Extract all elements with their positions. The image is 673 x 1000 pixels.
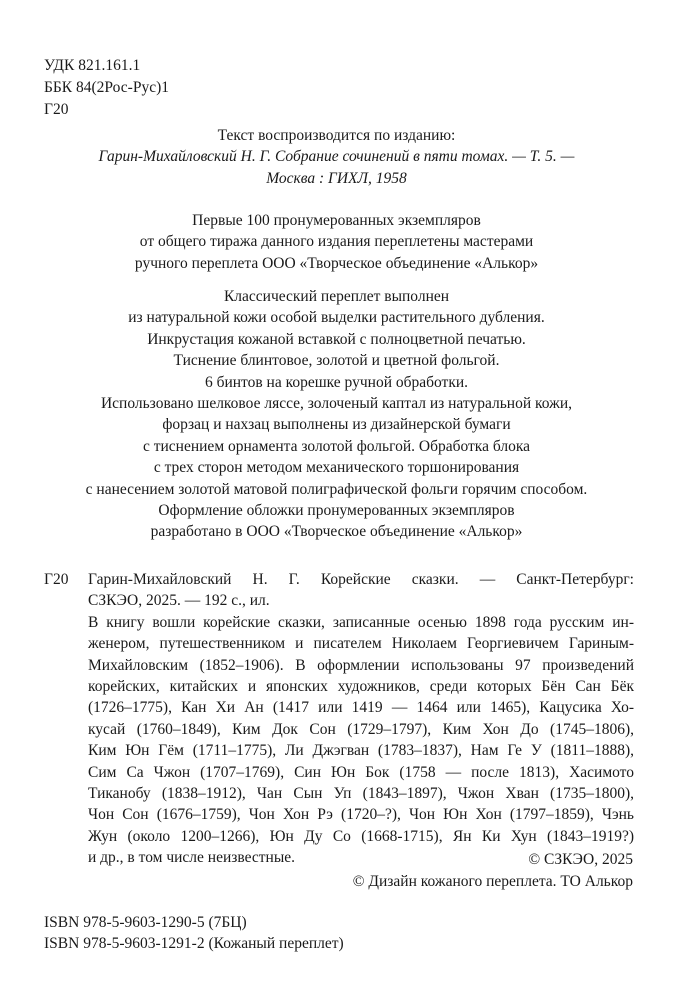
- binding-line: форзац и нахзац выполнены из дизайнерской бумаги: [162, 416, 511, 434]
- binding-line: Тиснение блинтовое, золотой и цветной фольгой.: [173, 352, 500, 370]
- annotation-index: Г20: [44, 571, 69, 588]
- bbk-code: ББК 84(2Рос-Рус)1: [44, 79, 169, 96]
- classification-codes: [44, 55, 169, 121]
- annotation-line: и др., в том числе неизвестные.: [88, 849, 295, 867]
- source-edition: Гарин-Михайловский Н. Г. Собрание сочинений в пяти томах. — Т. 5. —: [98, 148, 575, 166]
- annotation-line: кусай (1760–1849), Ким Док Сон (1729–1797), Ким Хон До (1745–1806),: [88, 720, 634, 738]
- binding-line: разработано в ООО «Творческое объединение «Алькор»: [150, 523, 523, 541]
- numbered-line: ручного переплета ООО «Творческое объединение «Алькор»: [134, 254, 539, 272]
- source-note: [30, 125, 643, 189]
- copyright-publisher: © СЗКЭО, 2025: [528, 851, 633, 868]
- isbn-block: [44, 912, 344, 954]
- annotation-line: Тиканобу (1838–1912), Чан Сын Уп (1843–1897), Чжон Хван (1735–1800),: [88, 785, 634, 803]
- binding-line: Инкрустация кожаной вставкой с полноцветной печатью.: [147, 330, 526, 348]
- binding-line: из натуральной кожи особой выделки растительного дубления.: [128, 309, 545, 327]
- binding-description: [30, 286, 643, 543]
- numbered-line: Первые 100 пронумерованных экземпляров: [192, 212, 481, 229]
- annotation-line: В книгу вошли корейские сказки, записанные осенью 1898 года русским ин-: [88, 613, 634, 631]
- copyright-block: [353, 849, 633, 893]
- udk-code: УДК 821.161.1: [44, 57, 141, 74]
- annotation-line: Чон Сон (1676–1759), Чон Хон Рэ (1720–?), Чон Юн Хон (1797–1859), Чэнь: [88, 806, 634, 824]
- binding-line: Использовано шелковое ляссе, золоченый каптал из натуральной кожи,: [100, 395, 573, 413]
- isbn-7bc: ISBN 978-5-9603-1290-5 (7БЦ): [44, 914, 247, 931]
- annotation-line: женером, путешественником и писателем Николаем Георгиевичем Гариным-: [88, 635, 634, 653]
- annotation-title-row: [44, 569, 634, 590]
- annotation-line: Михайловским (1852–1906). В оформлении использованы 97 произведений: [88, 656, 634, 674]
- author-index: Г20: [44, 101, 69, 118]
- numbered-line: от общего тиража данного издания переплетены мастерами: [139, 233, 534, 251]
- annotation-line: (1726–1775), Кан Хи Ан (1417 или 1419 — 1464 или 1465), Кацусика Хо-: [88, 699, 634, 717]
- annotation-line: Гарин-Михайловский Н. Г. Корейские сказки. — Санкт-Петербург:: [88, 571, 634, 588]
- binding-line: Оформление обложки пронумерованных экземпляров: [158, 502, 515, 520]
- annotation-line: корейских, китайских и японских художников, среди которых Бён Сан Бёк: [88, 678, 634, 696]
- source-publisher: Москва : ГИХЛ, 1958: [266, 169, 407, 187]
- annotation-line: Сим Са Чжон (1707–1769), Син Юн Бок (1758 — после 1813), Хасимото: [88, 763, 634, 781]
- isbn-leather: ISBN 978-5-9603-1291-2 (Кожаный переплет): [44, 935, 344, 952]
- numbered-copies-note: [30, 210, 643, 274]
- annotation-line: Жун (около 1200–1266), Юн Ду Со (1668-1715), Ян Ки Хун (1843–1919?): [88, 827, 634, 845]
- bibliographic-annotation: [44, 569, 634, 869]
- source-intro: Текст воспроизводится по изданию:: [217, 127, 456, 144]
- binding-line: с трех сторон методом механического торшонирования: [153, 459, 520, 477]
- binding-line: с нанесением золотой матовой полиграфической фольги горячим способом.: [85, 480, 588, 498]
- binding-line: Классический переплет выполнен: [223, 288, 450, 305]
- annotation-line: СЗКЭО, 2025. — 192 с., ил.: [88, 592, 270, 610]
- binding-line: 6 бинтов на корешке ручной обработки.: [204, 373, 469, 391]
- copyright-design: © Дизайн кожаного переплета. ТО Алькор: [352, 873, 633, 890]
- annotation-line: Ким Юн Гём (1711–1775), Ли Джэгван (1783–1837), Нам Ге У (1811–1888),: [88, 742, 634, 760]
- binding-line: с тиснением орнамента золотой фольгой. Обработка блока: [142, 437, 531, 455]
